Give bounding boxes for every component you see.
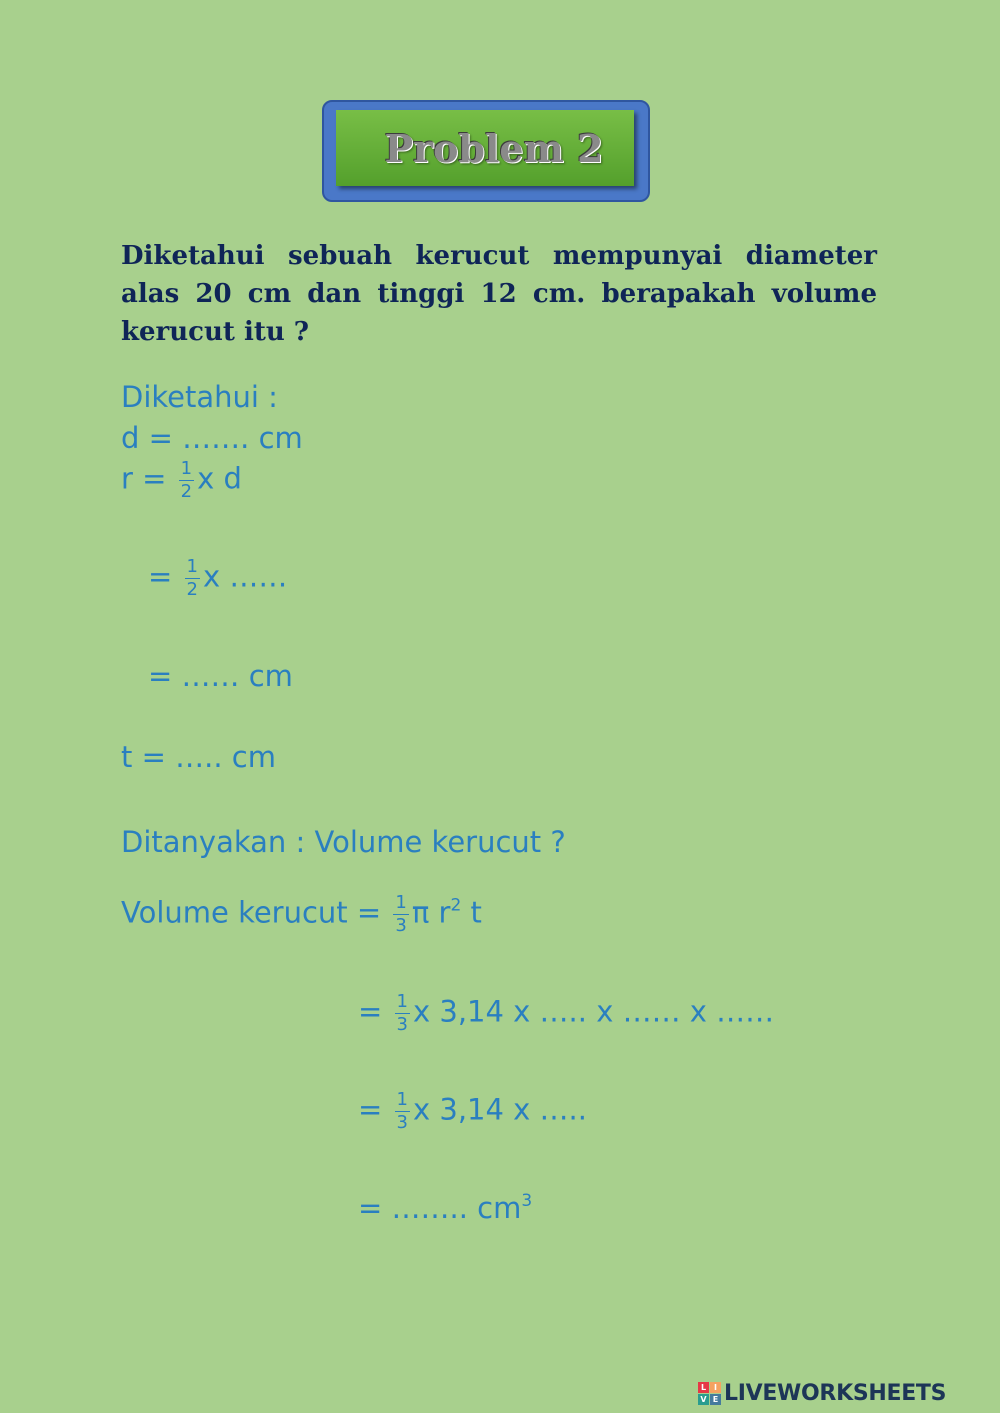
volume-step-1 bbox=[358, 993, 774, 1034]
result-exponent: 3 bbox=[521, 1191, 533, 1211]
fraction-denominator: 3 bbox=[396, 1112, 408, 1133]
step-blanks[interactable]: x 3,14 x ….. x …… x …… bbox=[412, 994, 775, 1029]
title-panel bbox=[336, 110, 634, 186]
formula-suffix: t bbox=[461, 895, 482, 930]
fraction-numerator: 1 bbox=[396, 991, 408, 1012]
volume-formula bbox=[121, 894, 482, 935]
step-blanks[interactable]: x 3,14 x ….. bbox=[412, 1092, 587, 1127]
volume-result[interactable] bbox=[358, 1193, 532, 1223]
fraction-numerator: 1 bbox=[186, 556, 198, 577]
formula-exponent: 2 bbox=[450, 895, 462, 916]
live-icon bbox=[698, 1382, 721, 1405]
fraction-denominator: 3 bbox=[396, 1014, 408, 1035]
fraction-third bbox=[395, 993, 410, 1034]
logo-letter: E bbox=[710, 1394, 721, 1405]
step-prefix: = bbox=[358, 994, 392, 1029]
fraction-numerator: 1 bbox=[396, 1089, 408, 1110]
logo-letter: L bbox=[698, 1382, 709, 1393]
radius-answer-line[interactable]: = …… cm bbox=[148, 659, 293, 693]
fraction-denominator: 2 bbox=[186, 579, 198, 600]
fraction-third bbox=[393, 894, 408, 935]
logo-letter: V bbox=[698, 1394, 709, 1405]
height-line[interactable]: t = ….. cm bbox=[121, 740, 276, 774]
fraction-numerator: 1 bbox=[180, 458, 193, 479]
radius-step-prefix: = bbox=[148, 559, 182, 594]
fraction-numerator: 1 bbox=[395, 892, 407, 913]
result-text: = …….. cm bbox=[358, 1191, 522, 1225]
logo-text: LIVEWORKSHEETS bbox=[724, 1380, 947, 1406]
asked-line: Ditanyakan : Volume kerucut ? bbox=[121, 825, 566, 859]
formula-prefix: Volume kerucut = bbox=[121, 895, 391, 930]
given-heading: Diketahui : bbox=[121, 380, 278, 414]
liveworksheets-logo bbox=[698, 1380, 946, 1406]
page-title: Problem 2 bbox=[384, 125, 604, 171]
radius-blank[interactable]: x …… bbox=[202, 559, 288, 594]
radius-suffix: x d bbox=[197, 461, 242, 496]
logo-letter: I bbox=[710, 1382, 721, 1393]
volume-step-2 bbox=[358, 1091, 587, 1132]
radius-step-1 bbox=[148, 558, 287, 599]
step-prefix: = bbox=[358, 1092, 392, 1127]
fraction-denominator: 2 bbox=[180, 481, 193, 502]
fraction-half bbox=[179, 460, 194, 501]
radius-prefix: r = bbox=[121, 461, 176, 496]
diameter-line: d = ……. cm bbox=[121, 421, 303, 455]
title-banner bbox=[322, 100, 650, 202]
fraction-half bbox=[185, 558, 200, 599]
formula-pi-r: π r bbox=[411, 895, 451, 930]
fraction-denominator: 3 bbox=[395, 915, 407, 936]
fraction-third bbox=[395, 1091, 410, 1132]
problem-statement: Diketahui sebuah kerucut mempunyai diameter alas 20 cm dan tinggi 12 cm. berapakah volume kerucut itu ? bbox=[121, 241, 877, 347]
radius-formula bbox=[121, 460, 242, 501]
